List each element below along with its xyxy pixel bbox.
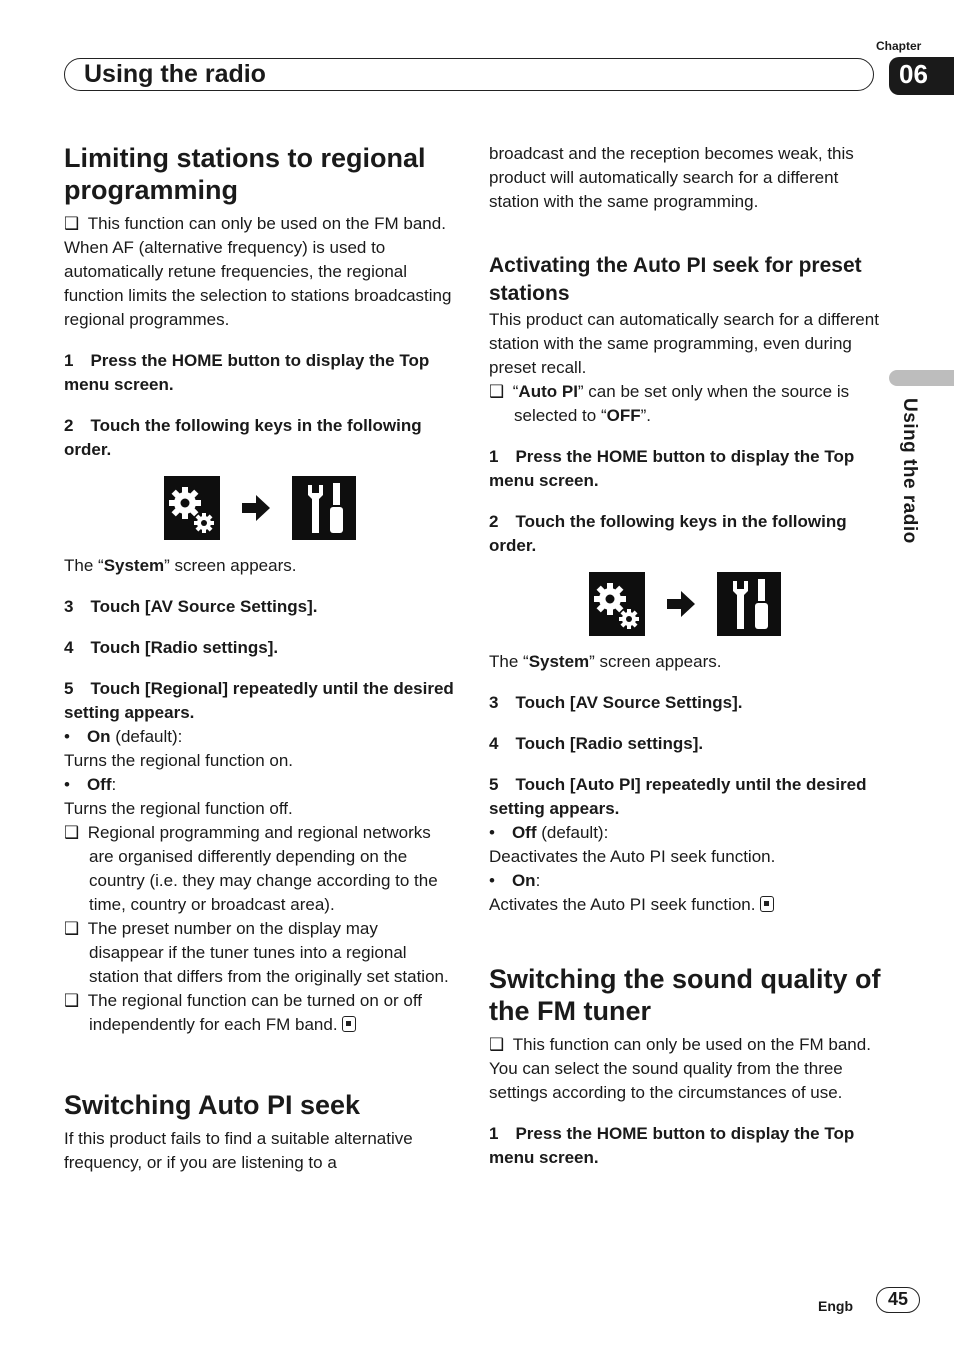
step-2: 2 Touch the following keys in the following order. [64, 416, 422, 459]
note: ❑ This function can only be used on the FM band. [64, 214, 446, 233]
intro-paragraph: When AF (alternative frequency) is used to automatically retune frequencies, the regional function limits the selection to stations broadcasting regional programmes. [64, 238, 452, 329]
option-on-desc: Turns the regional function on. [64, 751, 294, 770]
note: ❑ Regional programming and regional networks are organised differently depending on the country (i.e. they may change according to the time, country or broadcast area). [64, 823, 438, 914]
note: ❑ This function can only be used on the FM band. [489, 1035, 871, 1054]
step-1: 1 Press the HOME button to display the Top menu screen. [489, 1124, 855, 1167]
left-column [64, 142, 456, 1175]
end-mark-icon [760, 896, 774, 912]
key-sequence [489, 572, 881, 636]
gear-icon [164, 476, 220, 540]
heading-activating-auto-pi: Activating the Auto PI seek for preset stations [489, 254, 862, 305]
step-3: 3 Touch [AV Source Settings]. [64, 597, 318, 616]
paragraph-continued: broadcast and the reception becomes weak, this product will automatically search for a different station with the same programming. [489, 144, 854, 211]
paragraph: You can select the sound quality from the three settings according to the circumstances of use. [489, 1059, 843, 1102]
step-2: 2 Touch the following keys in the following order. [489, 512, 847, 555]
option-off: • Off (default): [489, 823, 609, 842]
step-4: 4 Touch [Radio settings]. [489, 734, 704, 753]
side-tab [889, 370, 954, 386]
note: ❑ The preset number on the display may disappear if the tuner tunes into a regional station that differs from the originally set station. [64, 919, 449, 986]
side-label: Using the radio [899, 398, 920, 544]
system-screen-text: The “System” screen appears. [64, 556, 297, 575]
note: ❑ The regional function can be turned on or off independently for each FM band. [64, 991, 422, 1034]
paragraph: If this product fails to find a suitable alternative frequency, or if you are listening to a [64, 1129, 413, 1172]
option-off: • Off: [64, 775, 117, 794]
end-mark-icon [342, 1016, 356, 1032]
gear-icon [589, 572, 645, 636]
checkbox-note-icon: ❑ [64, 991, 88, 1010]
right-column [489, 142, 881, 1170]
option-off-desc: Turns the regional function off. [64, 799, 293, 818]
heading-limiting-stations: Limiting stations to regional programming [64, 143, 426, 205]
checkbox-note-icon: ❑ [64, 823, 88, 842]
arrow-right-icon [240, 492, 272, 524]
option-off-desc: Deactivates the Auto PI seek function. [489, 847, 776, 866]
tools-icon [717, 572, 781, 636]
step-5: 5 Touch [Auto PI] repeatedly until the desired setting appears. [489, 775, 867, 818]
chapter-number: 06 [889, 57, 954, 95]
tools-icon [292, 476, 356, 540]
chapter-label: Chapter [876, 39, 922, 53]
language-code: Engb [818, 1298, 853, 1314]
checkbox-note-icon: ❑ [64, 919, 88, 938]
option-on-desc: Activates the Auto PI seek function. [489, 893, 881, 917]
arrow-right-icon [665, 588, 697, 620]
checkbox-note-icon: ❑ [64, 214, 88, 233]
section-title: Using the radio [84, 60, 266, 88]
key-sequence [64, 476, 456, 540]
system-screen-text: The “System” screen appears. [489, 652, 722, 671]
paragraph: This product can automatically search for a different station with the same programming, even during preset recall. [489, 310, 879, 377]
note: ❑ “Auto PI” can be set only when the source is selected to “OFF”. [489, 382, 850, 425]
checkbox-note-icon: ❑ [489, 382, 513, 401]
step-1: 1 Press the HOME button to display the Top menu screen. [64, 351, 430, 394]
step-1: 1 Press the HOME button to display the Top menu screen. [489, 447, 855, 490]
page-number: 45 [876, 1287, 920, 1313]
step-5: 5 Touch [Regional] repeatedly until the desired setting appears. [64, 679, 454, 722]
heading-sound-quality: Switching the sound quality of the FM tuner [489, 964, 881, 1026]
checkbox-note-icon: ❑ [489, 1035, 513, 1054]
option-on: • On: [489, 871, 541, 890]
step-3: 3 Touch [AV Source Settings]. [489, 693, 743, 712]
step-4: 4 Touch [Radio settings]. [64, 638, 279, 657]
heading-switching-auto-pi: Switching Auto PI seek [64, 1090, 361, 1120]
option-on: • On (default): [64, 727, 183, 746]
